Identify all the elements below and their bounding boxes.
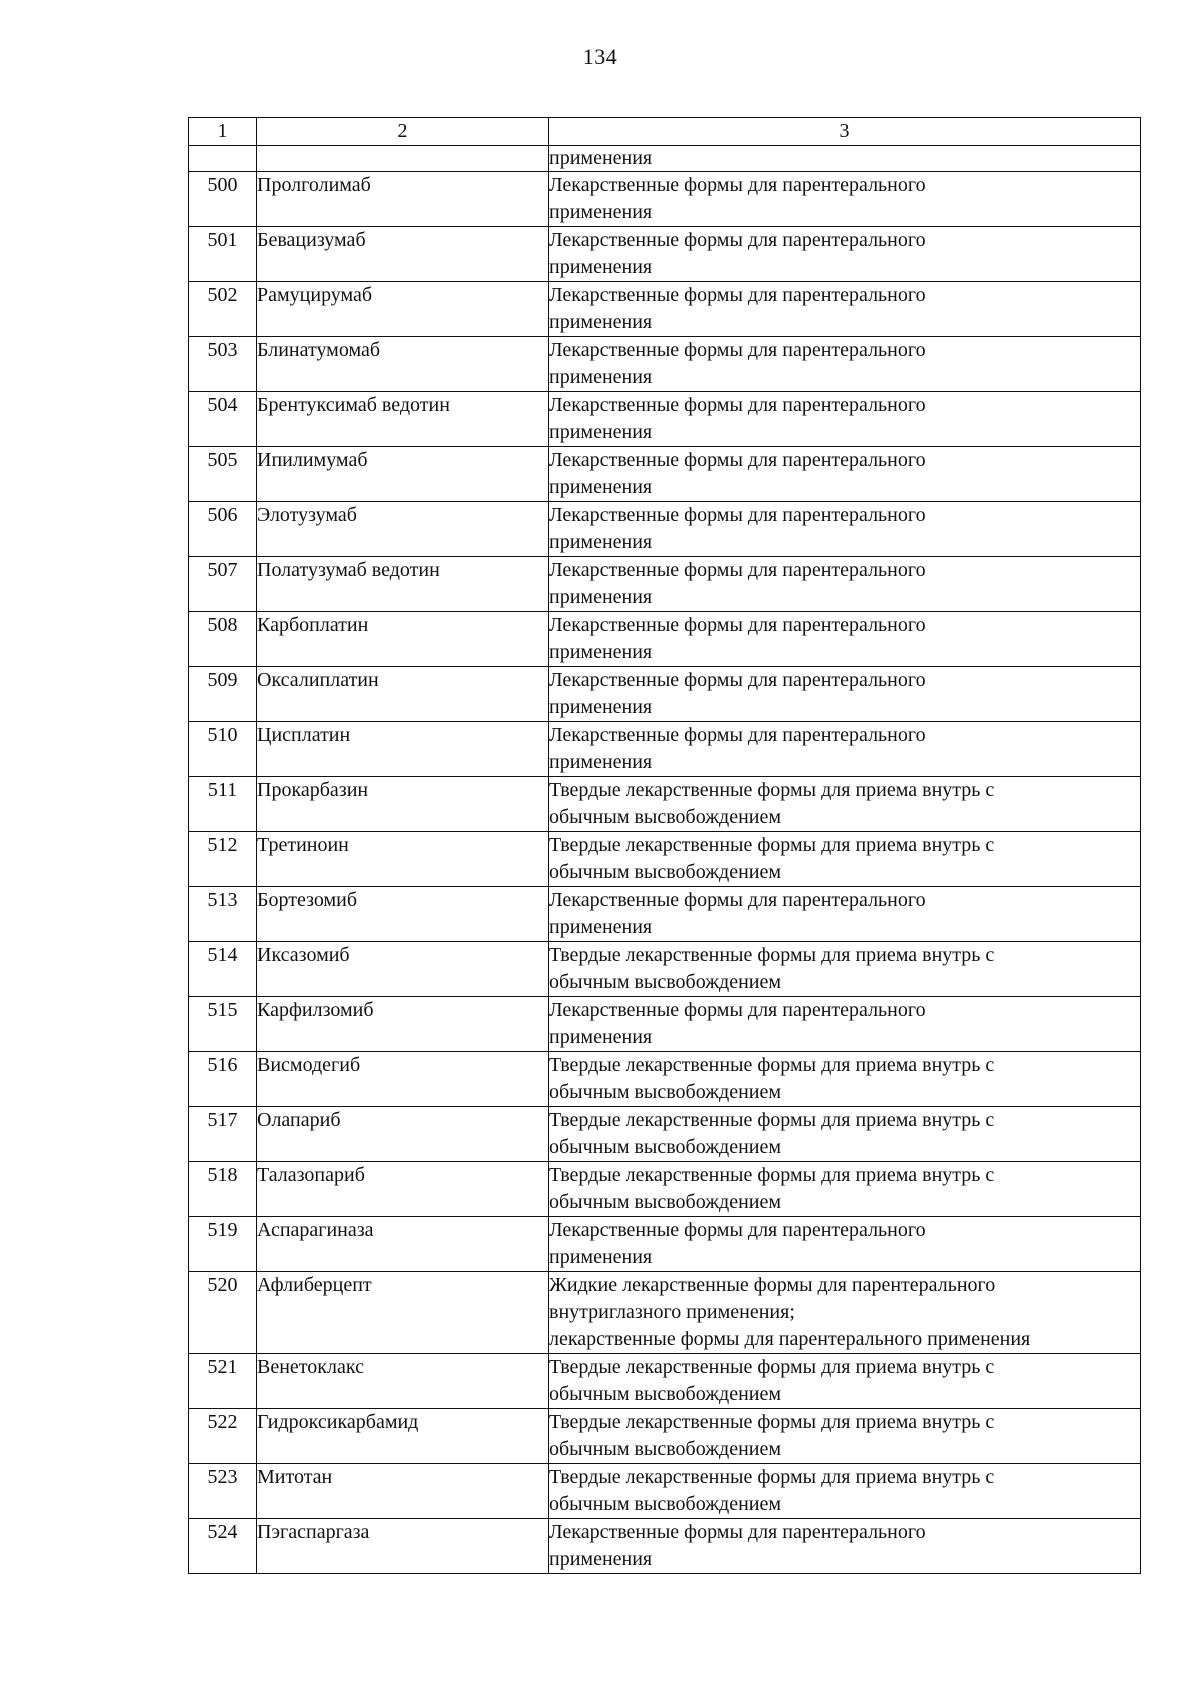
row-number-cell: 502 (189, 282, 257, 337)
dosage-form-cell: Твердые лекарственные формы для приема внутрь с обычным высвобождением (549, 1409, 1141, 1464)
table-row (189, 337, 1141, 392)
table-row (189, 447, 1141, 502)
table-row (189, 172, 1141, 227)
dosage-form-cell: Лекарственные формы для парентерального применения (549, 227, 1141, 282)
dosage-form-cell: Лекарственные формы для парентерального применения (549, 887, 1141, 942)
dosage-form-cell: Лекарственные формы для парентерального применения (549, 1519, 1141, 1574)
table-row (189, 667, 1141, 722)
dosage-form-cell: Лекарственные формы для парентерального применения (549, 502, 1141, 557)
row-number-cell: 523 (189, 1464, 257, 1519)
drug-name-cell: Рамуцирумаб (257, 282, 549, 337)
drug-name-cell: Прокарбазин (257, 777, 549, 832)
table-row (189, 887, 1141, 942)
drug-name-cell: Оксалиплатин (257, 667, 549, 722)
drug-name-cell: Карфилзомиб (257, 997, 549, 1052)
drug-name-cell: Афлиберцепт (257, 1272, 549, 1354)
dosage-form-cell: Лекарственные формы для парентерального применения (549, 282, 1141, 337)
table-row (189, 1052, 1141, 1107)
drug-name-cell: Пролголимаб (257, 172, 549, 227)
dosage-form-cell: Лекарственные формы для парентерального применения (549, 1217, 1141, 1272)
drug-name-cell (257, 146, 549, 172)
drug-name-cell: Гидроксикарбамид (257, 1409, 549, 1464)
row-number-cell: 516 (189, 1052, 257, 1107)
table-row (189, 997, 1141, 1052)
drug-name-cell: Пэгаспаргаза (257, 1519, 549, 1574)
drug-name-cell: Бевацизумаб (257, 227, 549, 282)
table-row (189, 942, 1141, 997)
dosage-form-cell: Твердые лекарственные формы для приема внутрь с обычным высвобождением (549, 832, 1141, 887)
row-number-cell: 519 (189, 1217, 257, 1272)
table-row (189, 1217, 1141, 1272)
dosage-form-cell: Твердые лекарственные формы для приема внутрь с обычным высвобождением (549, 942, 1141, 997)
dosage-form-cell: Лекарственные формы для парентерального применения (549, 447, 1141, 502)
dosage-form-cell: Лекарственные формы для парентерального применения (549, 722, 1141, 777)
dosage-form-cell: Лекарственные формы для парентерального применения (549, 557, 1141, 612)
table-row (189, 1464, 1141, 1519)
drug-name-cell: Элотузумаб (257, 502, 549, 557)
dosage-form-cell: Твердые лекарственные формы для приема внутрь с обычным высвобождением (549, 777, 1141, 832)
row-number-cell: 520 (189, 1272, 257, 1354)
table-row (189, 1519, 1141, 1574)
dosage-form-cell: Лекарственные формы для парентерального применения (549, 667, 1141, 722)
row-number-cell: 509 (189, 667, 257, 722)
row-number-cell: 524 (189, 1519, 257, 1574)
continuation-row (189, 146, 1141, 172)
header-row (189, 118, 1141, 146)
drug-name-cell: Бортезомиб (257, 887, 549, 942)
row-number-cell: 503 (189, 337, 257, 392)
drug-name-cell: Карбоплатин (257, 612, 549, 667)
row-number-cell: 521 (189, 1354, 257, 1409)
dosage-form-cell: Лекарственные формы для парентерального применения (549, 612, 1141, 667)
table-row (189, 557, 1141, 612)
dosage-form-cell: Лекарственные формы для парентерального применения (549, 997, 1141, 1052)
row-number-cell: 501 (189, 227, 257, 282)
table-row (189, 1272, 1141, 1354)
table-row (189, 392, 1141, 447)
drug-table (188, 117, 1141, 1574)
table-row (189, 1409, 1141, 1464)
dosage-form-cell: Лекарственные формы для парентерального применения (549, 392, 1141, 447)
row-number-cell: 505 (189, 447, 257, 502)
drug-name-cell: Олапариб (257, 1107, 549, 1162)
drug-name-cell: Венетоклакс (257, 1354, 549, 1409)
row-number-cell: 513 (189, 887, 257, 942)
table-row (189, 612, 1141, 667)
table-row (189, 1162, 1141, 1217)
row-number-cell: 507 (189, 557, 257, 612)
dosage-form-cell: Твердые лекарственные формы для приема внутрь с обычным высвобождением (549, 1464, 1141, 1519)
dosage-form-cell: Жидкие лекарственные формы для парентерального внутриглазного применения; лекарственные формы для парентерального применения (549, 1272, 1141, 1354)
column-header-2: 2 (257, 118, 549, 146)
table-row (189, 502, 1141, 557)
row-number-cell (189, 146, 257, 172)
drug-name-cell: Третиноин (257, 832, 549, 887)
drug-name-cell: Митотан (257, 1464, 549, 1519)
page-number: 134 (582, 44, 618, 69)
table-row (189, 777, 1141, 832)
row-number-cell: 514 (189, 942, 257, 997)
row-number-cell: 522 (189, 1409, 257, 1464)
row-number-cell: 517 (189, 1107, 257, 1162)
row-number-cell: 511 (189, 777, 257, 832)
row-number-cell: 512 (189, 832, 257, 887)
drug-name-cell: Цисплатин (257, 722, 549, 777)
dosage-form-cell: Твердые лекарственные формы для приема внутрь с обычным высвобождением (549, 1107, 1141, 1162)
table-row (189, 282, 1141, 337)
row-number-cell: 510 (189, 722, 257, 777)
dosage-form-cell: применения (549, 146, 1141, 172)
drug-name-cell: Талазопариб (257, 1162, 549, 1217)
table-row (189, 1107, 1141, 1162)
drug-name-cell: Аспарагиназа (257, 1217, 549, 1272)
row-number-cell: 518 (189, 1162, 257, 1217)
column-header-3: 3 (549, 118, 1141, 146)
drug-name-cell: Висмодегиб (257, 1052, 549, 1107)
row-number-cell: 500 (189, 172, 257, 227)
table-body (189, 146, 1141, 1574)
drug-name-cell: Иксазомиб (257, 942, 549, 997)
dosage-form-cell: Лекарственные формы для парентерального применения (549, 337, 1141, 392)
drug-name-cell: Брентуксимаб ведотин (257, 392, 549, 447)
row-number-cell: 515 (189, 997, 257, 1052)
table-row (189, 1354, 1141, 1409)
drug-name-cell: Блинатумомаб (257, 337, 549, 392)
table-row (189, 832, 1141, 887)
table-row (189, 227, 1141, 282)
drug-name-cell: Полатузумаб ведотин (257, 557, 549, 612)
drug-name-cell: Ипилимумаб (257, 447, 549, 502)
row-number-cell: 508 (189, 612, 257, 667)
row-number-cell: 504 (189, 392, 257, 447)
dosage-form-cell: Твердые лекарственные формы для приема внутрь с обычным высвобождением (549, 1052, 1141, 1107)
dosage-form-cell: Твердые лекарственные формы для приема внутрь с обычным высвобождением (549, 1354, 1141, 1409)
table-header (189, 118, 1141, 146)
dosage-form-cell: Лекарственные формы для парентерального применения (549, 172, 1141, 227)
table-row (189, 722, 1141, 777)
dosage-form-cell: Твердые лекарственные формы для приема внутрь с обычным высвобождением (549, 1162, 1141, 1217)
row-number-cell: 506 (189, 502, 257, 557)
column-header-1: 1 (189, 118, 257, 146)
